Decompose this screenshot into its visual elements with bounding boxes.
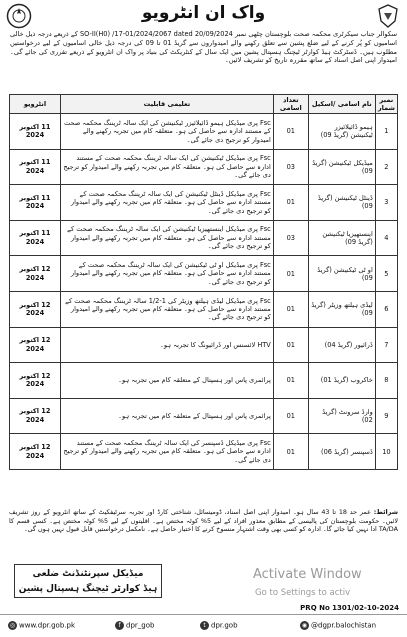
footer-instagram[interactable]: ◉ @dgpr.balochistan bbox=[301, 621, 377, 630]
signature-line-2: ہیڈ کوارٹر ٹیچنگ ہسپتال پشین bbox=[18, 584, 158, 594]
cell-date: 12 اکتوبر 2024 bbox=[10, 398, 61, 434]
table-row bbox=[10, 398, 398, 434]
cell-post: ڈرائیور (گریڈ 04) bbox=[308, 327, 375, 363]
cell-sr: 6 bbox=[375, 291, 397, 327]
table-row bbox=[10, 149, 398, 185]
table-row bbox=[10, 256, 398, 292]
footer bbox=[0, 614, 407, 637]
cell-sr: 5 bbox=[375, 256, 397, 292]
cell-date: 11 اکتوبر 2024 bbox=[10, 149, 61, 185]
cell-sr: 8 bbox=[375, 363, 397, 399]
cell-sr: 3 bbox=[375, 185, 397, 221]
cell-date: 12 اکتوبر 2024 bbox=[10, 291, 61, 327]
activate-windows-settings-hint: Go to Settings to activ bbox=[255, 588, 351, 598]
cell-sr: 9 bbox=[375, 398, 397, 434]
header-qualification: تعلیمی قابلیت bbox=[61, 95, 274, 114]
cell-qualification: پرائمری پاس اور ہسپتال کے متعلقہ کام میں تجربہ ہو۔ bbox=[61, 398, 274, 434]
cell-qualification: Fsc پری میڈیکل ڈسپنسر کی ایک سالہ ٹریننگ محکمہ صحت کے مستند ادارہ سے حاصل کی ہو۔ متعلقہ کام میں تجربہ رکھنے والے امیدوار کو ترجیح دی جائے گی۔ bbox=[61, 434, 274, 470]
cell-count: 03 bbox=[273, 220, 308, 256]
cell-date: 12 اکتوبر 2024 bbox=[10, 327, 61, 363]
terms-heading: شرائط: bbox=[373, 508, 398, 516]
table-row bbox=[10, 327, 398, 363]
table-row bbox=[10, 185, 398, 221]
cell-count: 01 bbox=[273, 114, 308, 150]
signature-block bbox=[14, 564, 162, 598]
cell-date: 12 اکتوبر 2024 bbox=[10, 363, 61, 399]
cell-post: اینستھیزیا ٹیکنیشن (گریڈ 09) bbox=[308, 220, 375, 256]
instagram-icon: ◉ bbox=[301, 622, 308, 629]
cell-qualification: Fsc پری میڈیکل ہیمو ڈائیلائیزر ٹیکنیشن کی ایک سالہ ٹریننگ محکمہ صحت کے مستند ادارہ سے حاصل کی ہو۔ متعلقہ کام میں تجربہ رکھنے والے امیدوار کو ترجیح دی جائے گی۔ bbox=[61, 114, 274, 150]
cell-count: 01 bbox=[273, 327, 308, 363]
header-post: نام اسامی /اسکیل bbox=[308, 95, 375, 114]
cell-post: وارڈ سرونٹ (گریڈ 02) bbox=[308, 398, 375, 434]
cell-sr: 10 bbox=[375, 434, 397, 470]
cell-date: 12 اکتوبر 2024 bbox=[10, 256, 61, 292]
footer-website[interactable]: ◎ www.dpr.gob.pk bbox=[9, 621, 75, 630]
cell-post: او ٹی ٹیکنیشن (گریڈ 09) bbox=[308, 256, 375, 292]
cell-count: 01 bbox=[273, 398, 308, 434]
cell-post: ہیمو ڈائیلائیزر ٹیکنیشن (گریڈ 09) bbox=[308, 114, 375, 150]
cell-post: ڈسپنسر (گریڈ 06) bbox=[308, 434, 375, 470]
cell-qualification: پرائمری پاس اور ہسپتال کے متعلقہ کام میں تجربہ ہو۔ bbox=[61, 363, 274, 399]
jobs-table bbox=[9, 94, 398, 470]
cell-qualification: Fsc پری میڈیکل اینستھیزیا ٹیکنیشن کی ایک سالہ ٹریننگ محکمہ صحت کے مستند ادارہ سے حاصل کی ہو۔ متعلقہ کام میں تجربہ رکھنے والے امیدوار کو ترجیح دی جائے گی۔ bbox=[61, 220, 274, 256]
cell-count: 01 bbox=[273, 291, 308, 327]
globe-icon: ◎ bbox=[9, 622, 16, 629]
activate-windows-watermark: Activate Window bbox=[253, 567, 362, 582]
cell-sr: 1 bbox=[375, 114, 397, 150]
cell-qualification: Fsc پری میڈیکل لیڈی ہیلتھ وزیٹر کی 1-1/2 سالہ ٹریننگ محکمہ صحت کے مستند ادارہ سے حاصل کی ہو۔ متعلقہ کام میں تجربہ رکھنے والے امیدوار کو ترجیح دی جائے گی۔ bbox=[61, 291, 274, 327]
cell-qualification: HTV لائسنس اور ڈرائیونگ کا تجربہ ہو۔ bbox=[61, 327, 274, 363]
prq-number: PRQ No 1301/02-10-2024 bbox=[300, 604, 399, 612]
twitter-icon: t bbox=[200, 621, 209, 630]
terms-section bbox=[9, 508, 398, 534]
header bbox=[0, 0, 407, 65]
cell-date: 11 اکتوبر 2024 bbox=[10, 185, 61, 221]
cell-post: میڈیکل ٹیکنیشن (گریڈ 09) bbox=[308, 149, 375, 185]
footer-facebook[interactable]: f dpr_gob bbox=[115, 621, 154, 630]
intro-text: سکوالر جناب سیکرٹری محکمہ صحت بلوچستان چٹھی نمبر SO-II(H0) /17-01/2024/2067 dated 20/09/2024 کے ذریعے درجہ ذیل خالی اسامیوں کو پُر کرنے کے لیے ضلع پشین سے تعلق رکھنے والے امیدواروں سے گریڈ 01 تا 09 کی درجہ ذیل خالی اسامیوں کے لیے درخواستیں مطلوب ہیں۔ ڈسٹرکٹ ہیڈ کوارٹر ٹیچنگ ہسپتال پشین میں ایک سال کے کنٹریکٹ کی بنیاد پر واک ان انٹرویو کے ذریعے تقرری کی جائے گی۔ امیدوار اپنی اصل اسناد کے ساتھ مقررہ تاریخ کو تشریف لائیں۔ bbox=[10, 30, 397, 65]
cell-qualification: Fsc پری میڈیکل ٹیکنیشن کی ایک سالہ ٹریننگ محکمہ صحت کے مستند ادارہ سے حاصل کی ہو۔ متعلقہ کام میں تجربہ رکھنے والے امیدوار کو ترجیح دی جائے گی۔ bbox=[61, 149, 274, 185]
table-header-row bbox=[10, 95, 398, 114]
cell-count: 01 bbox=[273, 434, 308, 470]
cell-count: 01 bbox=[273, 363, 308, 399]
cell-count: 01 bbox=[273, 185, 308, 221]
cell-count: 03 bbox=[273, 149, 308, 185]
table-row bbox=[10, 434, 398, 470]
terms-text: عمر حد 18 تا 43 سال ہو۔ امیدوار اپنی اصل اسناد، ڈومیسائل، شناختی کارڈ اور تجربہ سرٹیفکیٹ کے ساتھ انٹرویو کے روز تشریف لائیں۔ حکومت بلوچستان کی پالیسی کے مطابق معذور افراد کے لیے 5% کوٹہ مختص ہے۔ اقلیتوں کے لیے 5% کوٹہ مختص ہے۔ کسی قسم کا TA/DA ادا نہیں کیا جائے گا۔ ادارہ کو کسی بھی وقت اشتہار منسوخ کرنے کا اختیار حاصل ہے۔ نامکمل درخواستیں قابل قبول نہیں ہوں گی۔ bbox=[9, 508, 399, 533]
header-interview: انٹرویو bbox=[10, 95, 61, 114]
table-row bbox=[10, 220, 398, 256]
header-sr: نمبر شمار bbox=[375, 95, 397, 114]
cell-qualification: Fsc پری میڈیکل او ٹی ٹیکنیشن کی ایک سالہ ٹریننگ محکمہ صحت کے مستند ادارہ سے حاصل کی ہو۔ متعلقہ کام میں تجربہ رکھنے والے امیدوار کو ترجیح دی جائے گی۔ bbox=[61, 256, 274, 292]
cell-qualification: Fsc پری میڈیکل ڈینٹل ٹیکنیشن کی ایک سالہ ٹریننگ محکمہ صحت کے مستند ادارہ سے حاصل کی ہو۔ متعلقہ کام میں تجربہ رکھنے والے امیدوار کو ترجیح دی جائے گی۔ bbox=[61, 185, 274, 221]
cell-date: 11 اکتوبر 2024 bbox=[10, 220, 61, 256]
cell-sr: 2 bbox=[375, 149, 397, 185]
cell-count: 01 bbox=[273, 256, 308, 292]
cell-date: 12 اکتوبر 2024 bbox=[10, 434, 61, 470]
cell-post: ڈینٹل ٹیکنیشن (گریڈ 09) bbox=[308, 185, 375, 221]
header-count: تعداد اسامی bbox=[273, 95, 308, 114]
footer-twitter[interactable]: t dpr.gob bbox=[200, 621, 238, 630]
facebook-icon: f bbox=[115, 621, 124, 630]
table-row bbox=[10, 291, 398, 327]
cell-date: 11 اکتوبر 2024 bbox=[10, 114, 61, 150]
cell-post: لیڈی ہیلتھ وزیٹر (گریڈ 09) bbox=[308, 291, 375, 327]
cell-sr: 7 bbox=[375, 327, 397, 363]
page-title: واک ان انٹرویو bbox=[141, 3, 266, 23]
signature-line-1: میڈیکل سپرنٹنڈنٹ ضلعی bbox=[32, 569, 144, 579]
cell-sr: 4 bbox=[375, 220, 397, 256]
cell-post: خاکروب (گریڈ 01) bbox=[308, 363, 375, 399]
table-row bbox=[10, 363, 398, 399]
table-row bbox=[10, 114, 398, 150]
